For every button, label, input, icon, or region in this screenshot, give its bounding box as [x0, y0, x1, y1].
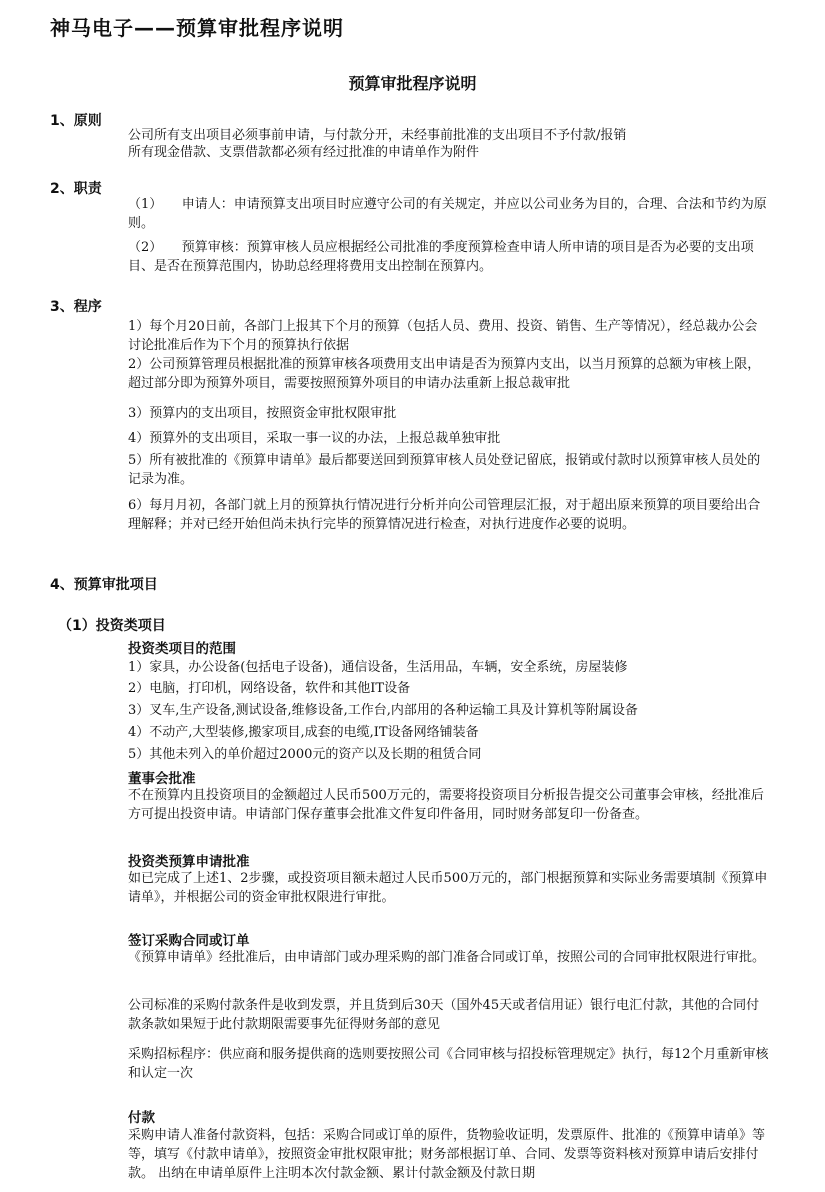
- section-3-step-6: 6）每月月初，各部门就上月的预算执行情况进行分析并向公司管理层汇报，对于超出原来预算的项目要给出合理解释；并对已经开始但尚未执行完毕的预算情况进行检查，对执行进度作必要的说明。: [128, 498, 761, 532]
- investment-subsection-heading: （1）投资类项目: [58, 618, 166, 634]
- board-approval-heading: 董事会批准: [128, 771, 196, 787]
- section-3-step-5: 5）所有被批准的《预算申请单》最后都要送回到预算审核人员处登记留底，报销或付款时以预算审核人员处的记录为准。: [128, 453, 761, 487]
- payment-heading: 付款: [128, 1110, 155, 1126]
- section-3-step-1: 1）每个月20日前，各部门上报其下个月的预算（包括人员、费用、投资、销售、生产等情况），经总裁办公会讨论批准后作为下个月的预算执行依据: [128, 319, 758, 353]
- contract-text-3: 采购招标程序：供应商和服务提供商的选则要按照公司《合同审核与招投标管理规定》执行，每12个月重新审核和认定一次: [128, 1047, 769, 1081]
- scope-item: 3）叉车,生产设备,测试设备,维修设备,工作台,内部用的各种运输工具及计算机等附属设备: [128, 703, 638, 718]
- section-3-step-3: 3）预算内的支出项目，按照资金审批权限审批: [128, 406, 397, 421]
- board-approval-text: 不在预算内且投资项目的金额超过人民币500万元的，需要将投资项目分析报告提交公司董事会审核，经批准后方可提出投资申请。申请部门保存董事会批准文件复印件备用，同时财务部复印一份备查。: [128, 788, 764, 822]
- section-2-heading: 2、职责: [50, 181, 102, 197]
- contract-heading: 签订采购合同或订单: [128, 933, 250, 949]
- section-3-step-4: 4）预算外的支出项目，采取一事一议的办法，上报总裁单独审批: [128, 431, 501, 446]
- contract-text-2: 公司标准的采购付款条件是收到发票，并且货到后30天（国外45天或者信用证）银行电汇付款，其他的合同付款条款如果短于此付款期限需要事先征得财务部的意见: [128, 998, 760, 1032]
- document-title: 神马电子——预算审批程序说明: [50, 16, 344, 40]
- section-3-heading: 3、程序: [50, 299, 102, 315]
- page-title: 预算审批程序说明: [348, 74, 477, 93]
- section-2-paragraph-1: （1） 申请人：申请预算支出项目时应遵守公司的有关规定，并应以公司业务为目的，合理、合法和节约为原则。: [128, 197, 767, 231]
- investment-apply-heading: 投资类预算申请批准: [128, 854, 250, 870]
- section-3-step-2: 2）公司预算管理员根据批准的预算审核各项费用支出申请是否为预算内支出，以当月预算的总额为审核上限，超过部分即为预算外项目，需要按照预算外项目的申请办法重新上报总裁审批: [128, 357, 761, 391]
- scope-item: 2）电脑，打印机，网络设备，软件和其他IT设备: [128, 681, 411, 696]
- contract-text-1: 《预算申请单》经批准后，由申请部门或办理采购的部门准备合同或订单，按照公司的合同审批权限进行审批。: [128, 950, 766, 965]
- section-1-paragraph-1: 公司所有支出项目必须事前申请，与付款分开，未经事前批准的支出项目不予付款/报销: [128, 128, 627, 143]
- scope-item: 1）家具，办公设备(包括电子设备)，通信设备，生活用品，车辆，安全系统，房屋装修: [128, 660, 628, 675]
- investment-apply-text: 如已完成了上述1、2步骤，或投资项目额未超过人民币500万元的，部门根据预算和实际业务需要填制《预算申请单》，并根据公司的资金审批权限进行审批。: [128, 871, 768, 905]
- section-2-paragraph-2: （2） 预算审核：预算审核人员应根据经公司批准的季度预算检查申请人所申请的项目是否为必要的支出项目、是否在预算范围内，协助总经理将费用支出控制在预算内。: [128, 240, 754, 274]
- section-4-heading: 4、预算审批项目: [50, 577, 158, 593]
- section-1-paragraph-2: 所有现金借款、支票借款都必须有经过批准的申请单作为附件: [128, 145, 480, 160]
- scope-heading: 投资类项目的范围: [128, 641, 236, 657]
- scope-item: 5）其他未列入的单价超过2000元的资产以及长期的租赁合同: [128, 747, 482, 762]
- payment-text: 采购申请人准备付款资料，包括：采购合同或订单的原件，货物验收证明，发票原件、批准的《预算申请单》等等，填写《付款申请单》，按照资金审批权限审批；财务部根据订单、合同、发票等资料核对预算申请后安排付款。 出纳在申请单原件上注明本次付款金额、累计付款金额及付款日期: [128, 1128, 766, 1181]
- section-1-heading: 1、原则: [50, 113, 102, 129]
- scope-item: 4）不动产,大型装修,搬家项目,成套的电缆,IT设备网络铺装备: [128, 725, 479, 740]
